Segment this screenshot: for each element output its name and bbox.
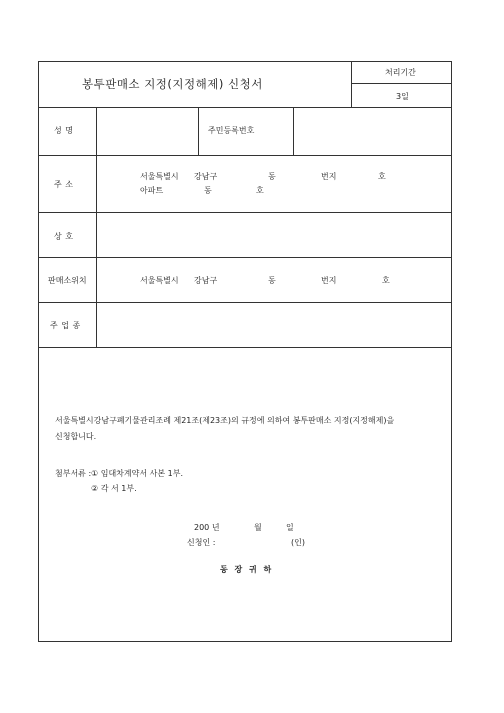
processing-period-label: 처리기간 — [385, 68, 416, 77]
resident-number-label: 주민등록번호 — [208, 126, 255, 135]
address-dong: 동 — [268, 172, 276, 181]
applicant-label: 신청인 : — [187, 538, 216, 547]
attachment-2: ② 각 서 1부. — [91, 484, 137, 493]
row-divider-3 — [39, 257, 451, 258]
attachment-1: ① 임대차계약서 사본 1부. — [91, 469, 183, 478]
attachments-label: 첨부서류 : — [55, 469, 92, 478]
address-apartment-ho: 호 — [256, 186, 264, 195]
date-month: 월 — [254, 523, 262, 532]
row-divider-5 — [39, 347, 451, 348]
location-dong: 동 — [268, 276, 276, 285]
sales-location-label: 판매소위치 — [48, 276, 87, 285]
addressee: 동 장 귀 하 — [220, 565, 274, 574]
address-beonji: 번지 — [321, 172, 337, 181]
statement-line-2: 신청합니다. — [55, 432, 97, 441]
shop-name-label: 상 호 — [54, 232, 74, 241]
row-divider-4 — [39, 302, 451, 303]
header-divider — [39, 107, 451, 108]
name-label: 성 명 — [54, 126, 74, 135]
seal-mark: (인) — [291, 538, 305, 547]
form-title: 봉투판매소 지정(지정해제) 신청서 — [82, 77, 263, 91]
location-beonji: 번지 — [321, 276, 337, 285]
address-ho: 호 — [378, 172, 386, 181]
processing-period-value: 3일 — [396, 92, 409, 101]
location-city: 서울특별시 — [140, 276, 179, 285]
address-apartment: 아파트 — [140, 186, 164, 195]
name-cell-divider — [198, 107, 199, 155]
main-business-label: 주 업 종 — [50, 321, 81, 330]
location-district: 강남구 — [194, 276, 218, 285]
location-ho: 호 — [382, 276, 390, 285]
row-divider-2 — [39, 212, 451, 213]
application-form — [38, 61, 452, 642]
date-day: 일 — [286, 523, 294, 532]
address-city: 서울특별시 — [140, 172, 179, 181]
period-row-divider — [351, 83, 451, 84]
date-year: 200 년 — [194, 523, 220, 532]
statement-line-1: 서울특별시강남구폐기물관리조례 제21조(제23조)의 규정에 의하여 봉투판매소 지정(지정해제)을 — [55, 416, 395, 425]
address-label: 주 소 — [54, 180, 74, 189]
row-divider-1 — [39, 155, 451, 156]
address-district: 강남구 — [194, 172, 218, 181]
label-column-divider — [96, 107, 97, 347]
period-column-divider — [351, 62, 352, 107]
id-cell-divider — [293, 107, 294, 155]
address-apartment-dong: 동 — [204, 186, 212, 195]
